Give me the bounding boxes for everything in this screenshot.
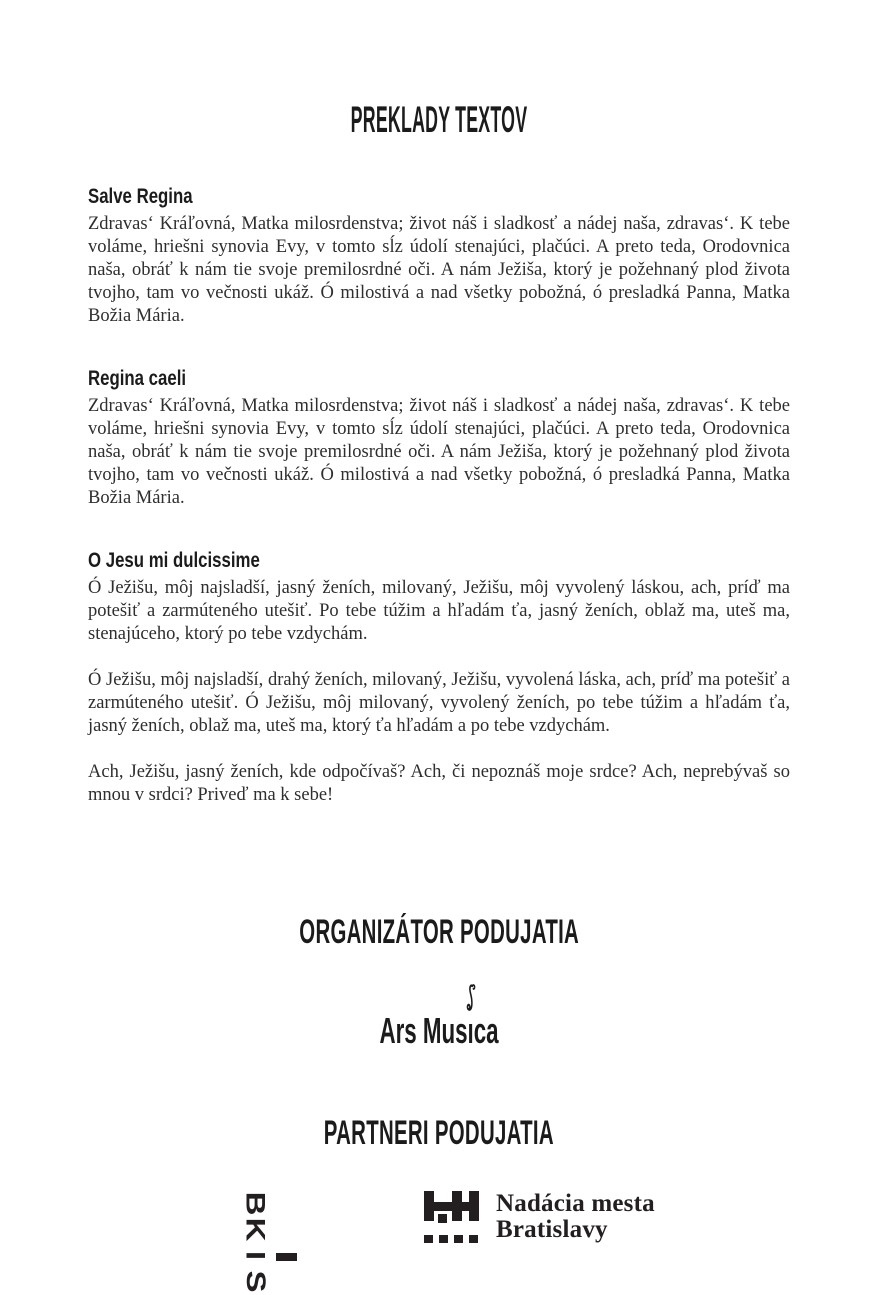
nadacia-name-line1: Nadácia mesta (496, 1189, 655, 1217)
organizer-heading: ORGANIZÁTOR PODUJATIA (299, 913, 579, 952)
ars-musica-logo (379, 1010, 499, 1052)
section-salve-regina (88, 185, 790, 328)
nadacia-name-line2: Bratislavy (496, 1215, 608, 1243)
paragraph: Ó Ježišu, môj najsladší, drahý ženích, milovaný, Ježišu, vyvolená láska, ach, príď ma potešiť a zarmúteného utešiť. Ó Ježišu, môj milovaný, vyvolený ženích, po tebe túžim a hľadám ťa, jasný ženích, oblaž ma, uteš ma, ktorý ťa hľadám a po tebe vzdychám. (88, 669, 790, 736)
violin-scroll-icon (463, 983, 479, 1015)
bkis-letter: S (241, 1270, 271, 1293)
partners-heading: PARTNERI PODUJATIA (323, 1113, 555, 1152)
section-o-jesu-mi-dulcissime (88, 549, 790, 807)
nadacia-castle-icon (421, 1191, 481, 1243)
nadacia-name (496, 1191, 655, 1243)
section-heading: O Jesu mi dulcissime (88, 548, 260, 572)
bkis-letter: K (241, 1217, 271, 1242)
paragraph: Ach, Ježišu, jasný ženích, kde odpočívaš? Ach, či nepoznáš moje srdce? Ach, neprebývaš so mnou v srdci? Priveď ma k sebe! (88, 761, 790, 805)
partners-block (88, 1087, 790, 1294)
bkis-dash (276, 1253, 297, 1261)
paragraph: Zdravasʻ Kráľovná, Matka milosrdenstva; život náš i sladkosť a nádej naša, zdravasʻ. K tebe voláme, hriešni synovia Evy, v tomto sĺz údolí stenajúci, plačúci. A preto teda, Orodovnica naša, obráť k nám tie svoje premilosrdné oči. A nám Ježiša, ktorý je požehnaný plod života tvojho, tam vo večnosti ukáž. Ó milostivá a nad všetky pobožná, ó presladká Panna, Matka Božia Mária. (88, 213, 790, 326)
page-title: PREKLADY TEXTOV (350, 98, 528, 140)
section-heading: Regina caeli (88, 366, 187, 390)
bkis-letter: I (241, 1251, 271, 1261)
nadacia-mesta-bratislavy-logo (421, 1191, 655, 1243)
paragraph: Ó Ježišu, môj najsladší, jasný ženích, milovaný, Ježišu, môj vyvolený láskou, ach, príď ma potešiť a zarmúteného utešiť. Po tebe túžim a hľadám ťa, jasný ženích, oblaž ma, uteš ma, stenajúceho, ktorý po tebe vzdychám. (88, 577, 790, 644)
organizer-block (88, 887, 790, 1052)
section-heading: Salve Regina (88, 184, 193, 208)
partner-logos-row (88, 1191, 790, 1295)
bkis-letter: B (241, 1191, 271, 1216)
ars-musica-letter-i: ı (468, 1013, 474, 1049)
section-regina-caeli (88, 367, 790, 510)
ars-musica-text-right: ca (473, 1010, 499, 1052)
ars-musica-text-left: Ars Mus (379, 1010, 468, 1052)
paragraph: Zdravasʻ Kráľovná, Matka milosrdenstva; život náš i sladkosť a nádej naša, zdravasʻ. K tebe voláme, hriešni synovia Evy, v tomto sĺz údolí stenajúci, plačúci. A preto teda, Orodovnica naša, obráť k nám tie svoje premilosrdné oči. A nám Ježiša, ktorý je požehnaný plod života tvojho, tam vo večnosti ukáž. Ó milostivá a nad všetky pobožná, ó presladká Panna, Matka Božia Mária. (88, 395, 790, 508)
bkis-logo (236, 1191, 280, 1295)
